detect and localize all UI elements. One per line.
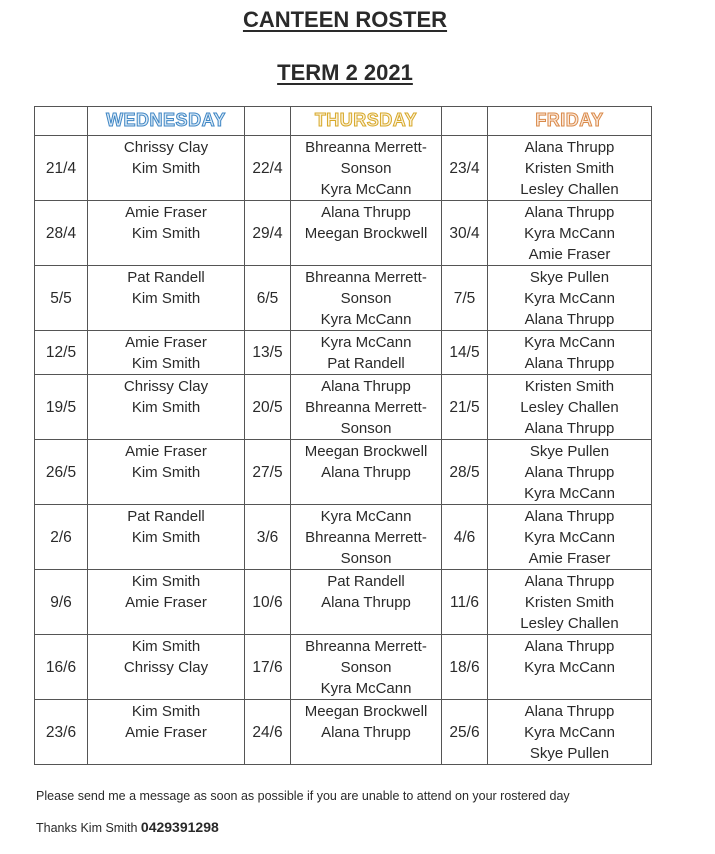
header-wednesday: WEDNESDAY — [106, 110, 226, 130]
volunteer-name: Kyra McCann — [524, 485, 615, 502]
roster-table — [34, 106, 652, 765]
volunteer-name: Alana Thrupp — [524, 139, 615, 156]
thursday-date-cell — [245, 266, 291, 331]
volunteer-name: Kristen Smith — [524, 378, 615, 395]
friday-date-cell — [442, 331, 488, 375]
friday-names-cell — [488, 136, 652, 201]
volunteer-name: Alana Thrupp — [524, 464, 615, 481]
friday-names-cell — [488, 375, 652, 440]
wednesday-names-cell — [88, 700, 245, 765]
thursday-names-cell — [291, 505, 442, 570]
wednesday-date: 19/5 — [45, 398, 77, 416]
volunteer-name: Amie Fraser — [125, 594, 207, 611]
volunteer-name: Alana Thrupp — [321, 724, 411, 741]
volunteer-name: Sonson — [340, 290, 392, 307]
friday-date: 23/4 — [449, 159, 480, 177]
wednesday-date: 16/6 — [45, 658, 77, 676]
roster-row — [35, 201, 652, 266]
volunteer-name: Pat Randell — [127, 269, 205, 286]
volunteer-name: Kyra McCann — [524, 724, 615, 741]
friday-names-cell — [488, 505, 652, 570]
volunteer-name: Alana Thrupp — [524, 638, 615, 655]
volunteer-name: Bhreanna Merrett- — [305, 399, 427, 416]
volunteer-name: Alana Thrupp — [321, 594, 411, 611]
header-thursday-cell — [291, 107, 442, 136]
footer-message: Please send me a message as soon as possible if you are unable to attend on your rostered day — [36, 789, 570, 803]
wednesday-date: 9/6 — [50, 593, 72, 611]
volunteer-name: Kim Smith — [131, 290, 201, 307]
thursday-date: 6/5 — [256, 289, 279, 307]
friday-date: 30/4 — [449, 224, 480, 242]
thursday-date-cell — [245, 136, 291, 201]
volunteer-name: Kyra McCann — [320, 311, 412, 328]
wednesday-date: 26/5 — [45, 463, 77, 481]
thursday-date: 27/5 — [252, 463, 283, 481]
roster-row — [35, 505, 652, 570]
page-title: CANTEEN ROSTER — [242, 7, 448, 32]
volunteer-name: Meegan Brockwell — [304, 703, 428, 720]
wednesday-names-cell — [88, 136, 245, 201]
volunteer-name: Amie Fraser — [125, 204, 207, 221]
friday-names-cell — [488, 635, 652, 700]
volunteer-name: Bhreanna Merrett- — [305, 638, 427, 655]
friday-date: 21/5 — [449, 398, 480, 416]
roster-row — [35, 440, 652, 505]
roster-row — [35, 331, 652, 375]
volunteer-name: Alana Thrupp — [524, 311, 615, 328]
volunteer-name: Pat Randell — [327, 355, 405, 372]
volunteer-name: Alana Thrupp — [524, 420, 615, 437]
volunteer-name: Kim Smith — [131, 160, 201, 177]
term-subtitle: TERM 2 2021 — [277, 60, 413, 85]
thursday-names-cell — [291, 700, 442, 765]
wednesday-date-cell — [35, 331, 88, 375]
footer-thanks: Thanks Kim Smith — [36, 821, 138, 835]
thursday-date-cell — [245, 635, 291, 700]
volunteer-name: Kyra McCann — [320, 334, 412, 351]
volunteer-name: Meegan Brockwell — [304, 443, 428, 460]
thursday-names-cell — [291, 266, 442, 331]
wednesday-date: 23/6 — [45, 723, 77, 741]
thursday-names-cell — [291, 201, 442, 266]
wednesday-date-cell — [35, 136, 88, 201]
footer-thanks-line — [36, 819, 219, 835]
volunteer-name: Kyra McCann — [524, 225, 615, 242]
header-blank-cell — [35, 107, 88, 136]
thursday-names-cell — [291, 570, 442, 635]
wednesday-date: 21/4 — [45, 159, 77, 177]
volunteer-name: Kim Smith — [131, 529, 201, 546]
volunteer-name: Skye Pullen — [529, 269, 610, 286]
volunteer-name: Lesley Challen — [520, 399, 619, 416]
friday-names-cell — [488, 570, 652, 635]
wednesday-names-cell — [88, 201, 245, 266]
volunteer-name: Alana Thrupp — [321, 464, 411, 481]
roster-row — [35, 375, 652, 440]
volunteer-name: Bhreanna Merrett- — [305, 529, 427, 546]
volunteer-name: Amie Fraser — [528, 246, 611, 263]
header-blank-cell — [245, 107, 291, 136]
volunteer-name: Kim Smith — [131, 355, 201, 372]
friday-date: 7/5 — [453, 289, 476, 307]
thursday-date: 17/6 — [252, 658, 283, 676]
volunteer-name: Kyra McCann — [524, 290, 615, 307]
thursday-date-cell — [245, 201, 291, 266]
roster-row — [35, 266, 652, 331]
wednesday-names-cell — [88, 635, 245, 700]
friday-date-cell — [442, 570, 488, 635]
volunteer-name: Alana Thrupp — [524, 573, 615, 590]
volunteer-name: Alana Thrupp — [524, 508, 615, 525]
friday-date-cell — [442, 136, 488, 201]
friday-date: 4/6 — [453, 528, 476, 546]
volunteer-name: Kim Smith — [131, 225, 201, 242]
wednesday-names-cell — [88, 375, 245, 440]
volunteer-name: Meegan Brockwell — [304, 225, 428, 242]
volunteer-name: Sonson — [340, 420, 392, 437]
roster-row — [35, 635, 652, 700]
friday-date-cell — [442, 266, 488, 331]
volunteer-name: Alana Thrupp — [321, 204, 411, 221]
thursday-names-cell — [291, 635, 442, 700]
friday-names-cell — [488, 331, 652, 375]
volunteer-name: Kristen Smith — [524, 594, 615, 611]
friday-date-cell — [442, 201, 488, 266]
thursday-date: 13/5 — [252, 344, 283, 361]
header-friday: FRIDAY — [535, 110, 604, 130]
thursday-date: 22/4 — [252, 159, 283, 177]
friday-date-cell — [442, 505, 488, 570]
header-thursday: THURSDAY — [314, 110, 418, 130]
thursday-date: 10/6 — [252, 593, 283, 611]
volunteer-name: Kim Smith — [131, 573, 201, 590]
wednesday-date: 2/6 — [50, 528, 72, 546]
wednesday-date-cell — [35, 570, 88, 635]
volunteer-name: Chrissy Clay — [123, 139, 209, 156]
volunteer-name: Kim Smith — [131, 399, 201, 416]
volunteer-name: Kristen Smith — [524, 160, 615, 177]
thursday-names-cell — [291, 440, 442, 505]
friday-date-cell — [442, 635, 488, 700]
thursday-date: 29/4 — [252, 224, 283, 242]
volunteer-name: Kim Smith — [131, 703, 201, 720]
wednesday-date-cell — [35, 635, 88, 700]
volunteer-name: Kyra McCann — [524, 334, 615, 351]
friday-date: 25/6 — [449, 723, 480, 741]
volunteer-name: Lesley Challen — [520, 181, 619, 198]
wednesday-date-cell — [35, 440, 88, 505]
volunteer-name: Amie Fraser — [125, 334, 207, 351]
roster-row — [35, 570, 652, 635]
header-row — [35, 107, 652, 136]
volunteer-name: Kyra McCann — [524, 529, 615, 546]
wednesday-date-cell — [35, 700, 88, 765]
header-friday-cell — [488, 107, 652, 136]
friday-date-cell — [442, 375, 488, 440]
volunteer-name: Bhreanna Merrett- — [305, 269, 427, 286]
wednesday-names-cell — [88, 440, 245, 505]
header-blank-cell — [442, 107, 488, 136]
wednesday-date-cell — [35, 266, 88, 331]
volunteer-name: Skye Pullen — [529, 745, 610, 762]
volunteer-name: Chrissy Clay — [123, 378, 209, 395]
wednesday-date: 5/5 — [50, 289, 72, 307]
volunteer-name: Lesley Challen — [520, 615, 619, 632]
volunteer-name: Amie Fraser — [528, 550, 611, 567]
volunteer-name: Pat Randell — [127, 508, 205, 525]
thursday-date: 24/6 — [252, 723, 283, 741]
volunteer-name: Sonson — [340, 160, 392, 177]
friday-date-cell — [442, 700, 488, 765]
volunteer-name: Bhreanna Merrett- — [305, 139, 427, 156]
friday-names-cell — [488, 700, 652, 765]
friday-date: 28/5 — [449, 463, 480, 481]
thursday-date-cell — [245, 375, 291, 440]
volunteer-name: Kim Smith — [131, 638, 201, 655]
wednesday-date: 12/5 — [45, 344, 77, 361]
volunteer-name: Kyra McCann — [320, 680, 412, 697]
friday-date: 18/6 — [449, 658, 480, 676]
volunteer-name: Kim Smith — [131, 464, 201, 481]
thursday-date-cell — [245, 570, 291, 635]
friday-date-cell — [442, 440, 488, 505]
wednesday-date-cell — [35, 201, 88, 266]
thursday-date: 3/6 — [256, 528, 279, 546]
thursday-date-cell — [245, 331, 291, 375]
volunteer-name: Kyra McCann — [524, 659, 615, 676]
friday-date: 11/6 — [449, 593, 480, 611]
roster-row — [35, 700, 652, 765]
thursday-names-cell — [291, 331, 442, 375]
thursday-date-cell — [245, 505, 291, 570]
volunteer-name: Sonson — [340, 550, 392, 567]
header-wednesday-cell — [88, 107, 245, 136]
wednesday-names-cell — [88, 331, 245, 375]
footer-phone: 0429391298 — [140, 819, 219, 835]
volunteer-name: Amie Fraser — [125, 443, 207, 460]
volunteer-name: Alana Thrupp — [524, 703, 615, 720]
wednesday-names-cell — [88, 266, 245, 331]
volunteer-name: Skye Pullen — [529, 443, 610, 460]
wednesday-date: 28/4 — [45, 224, 77, 242]
friday-names-cell — [488, 201, 652, 266]
volunteer-name: Alana Thrupp — [524, 355, 615, 372]
thursday-names-cell — [291, 375, 442, 440]
roster-row — [35, 136, 652, 201]
wednesday-date-cell — [35, 505, 88, 570]
thursday-date-cell — [245, 440, 291, 505]
friday-names-cell — [488, 440, 652, 505]
volunteer-name: Sonson — [340, 659, 392, 676]
volunteer-name: Kyra McCann — [320, 181, 412, 198]
volunteer-name: Alana Thrupp — [524, 204, 615, 221]
volunteer-name: Chrissy Clay — [123, 659, 209, 676]
volunteer-name: Amie Fraser — [125, 724, 207, 741]
thursday-date: 20/5 — [252, 398, 283, 416]
volunteer-name: Kyra McCann — [320, 508, 412, 525]
friday-names-cell — [488, 266, 652, 331]
friday-date: 14/5 — [449, 344, 480, 361]
volunteer-name: Pat Randell — [327, 573, 405, 590]
wednesday-names-cell — [88, 505, 245, 570]
thursday-date-cell — [245, 700, 291, 765]
wednesday-names-cell — [88, 570, 245, 635]
wednesday-date-cell — [35, 375, 88, 440]
thursday-names-cell — [291, 136, 442, 201]
volunteer-name: Alana Thrupp — [321, 378, 411, 395]
